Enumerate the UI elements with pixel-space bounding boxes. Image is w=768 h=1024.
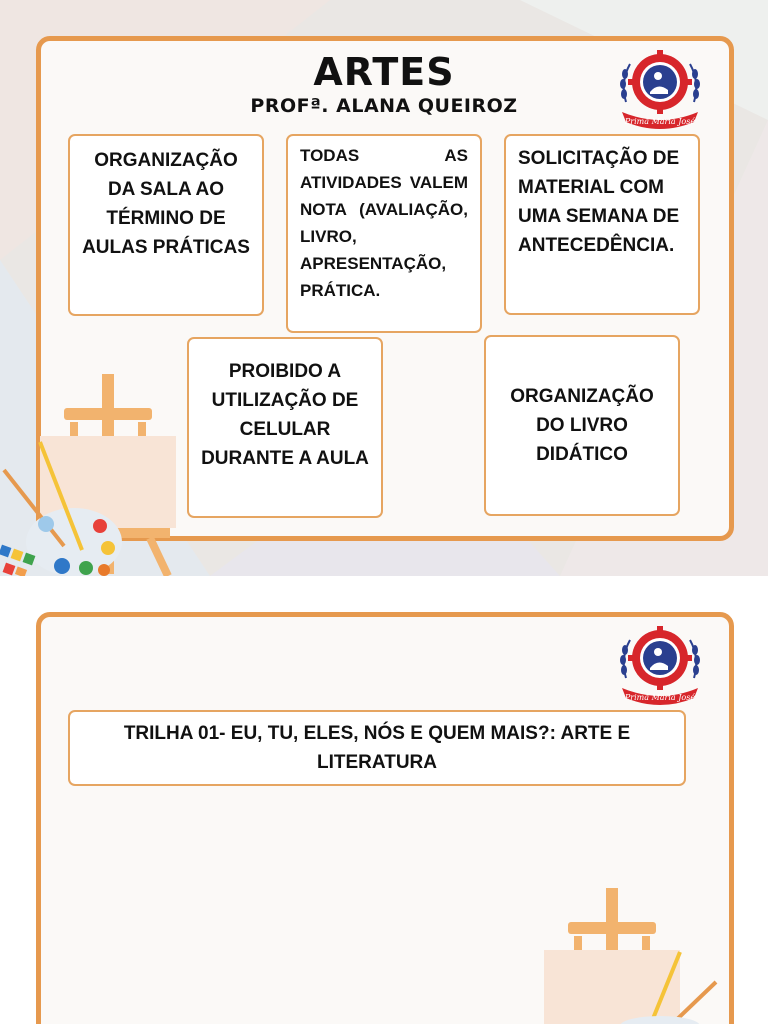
- teacher-name: PROFª. ALANA QUEIROZ: [250, 95, 518, 117]
- svg-text:Prima Maria José: Prima Maria José: [624, 117, 696, 126]
- trilha-title-box: TRILHA 01- EU, TU, ELES, NÓS E QUEM MAIS?: ARTE E LITERATURA: [68, 710, 686, 786]
- rule-box-book-organization: ORGANIZAÇÃO DO LIVRO DIDÁTICO: [484, 335, 680, 516]
- school-logo: [612, 618, 708, 714]
- rule-box-material-request: SOLICITAÇÃO DE MATERIAL COM UMA SEMANA DE ANTECEDÊNCIA.: [504, 134, 700, 315]
- school-logo: [612, 42, 708, 138]
- svg-text:Prima Maria José: Prima Maria José: [624, 693, 696, 702]
- easel-palette-illustration: [0, 370, 180, 576]
- rule-box-no-phones: PROIBIDO A UTILIZAÇÃO DE CELULAR DURANTE A AULA: [187, 337, 383, 518]
- rule-box-grades: TODAS AS ATIVIDADES VALEM NOTA (AVALIAÇÃO, LIVRO, APRESENTAÇÃO, PRÁTICA.: [286, 134, 482, 333]
- page-title: ARTES: [313, 50, 455, 94]
- easel-illustration: [520, 886, 720, 1024]
- rule-box-room-organization: ORGANIZAÇÃO DA SALA AO TÉRMINO DE AULAS PRÁTICAS: [68, 134, 264, 316]
- slide-2: [0, 606, 768, 1024]
